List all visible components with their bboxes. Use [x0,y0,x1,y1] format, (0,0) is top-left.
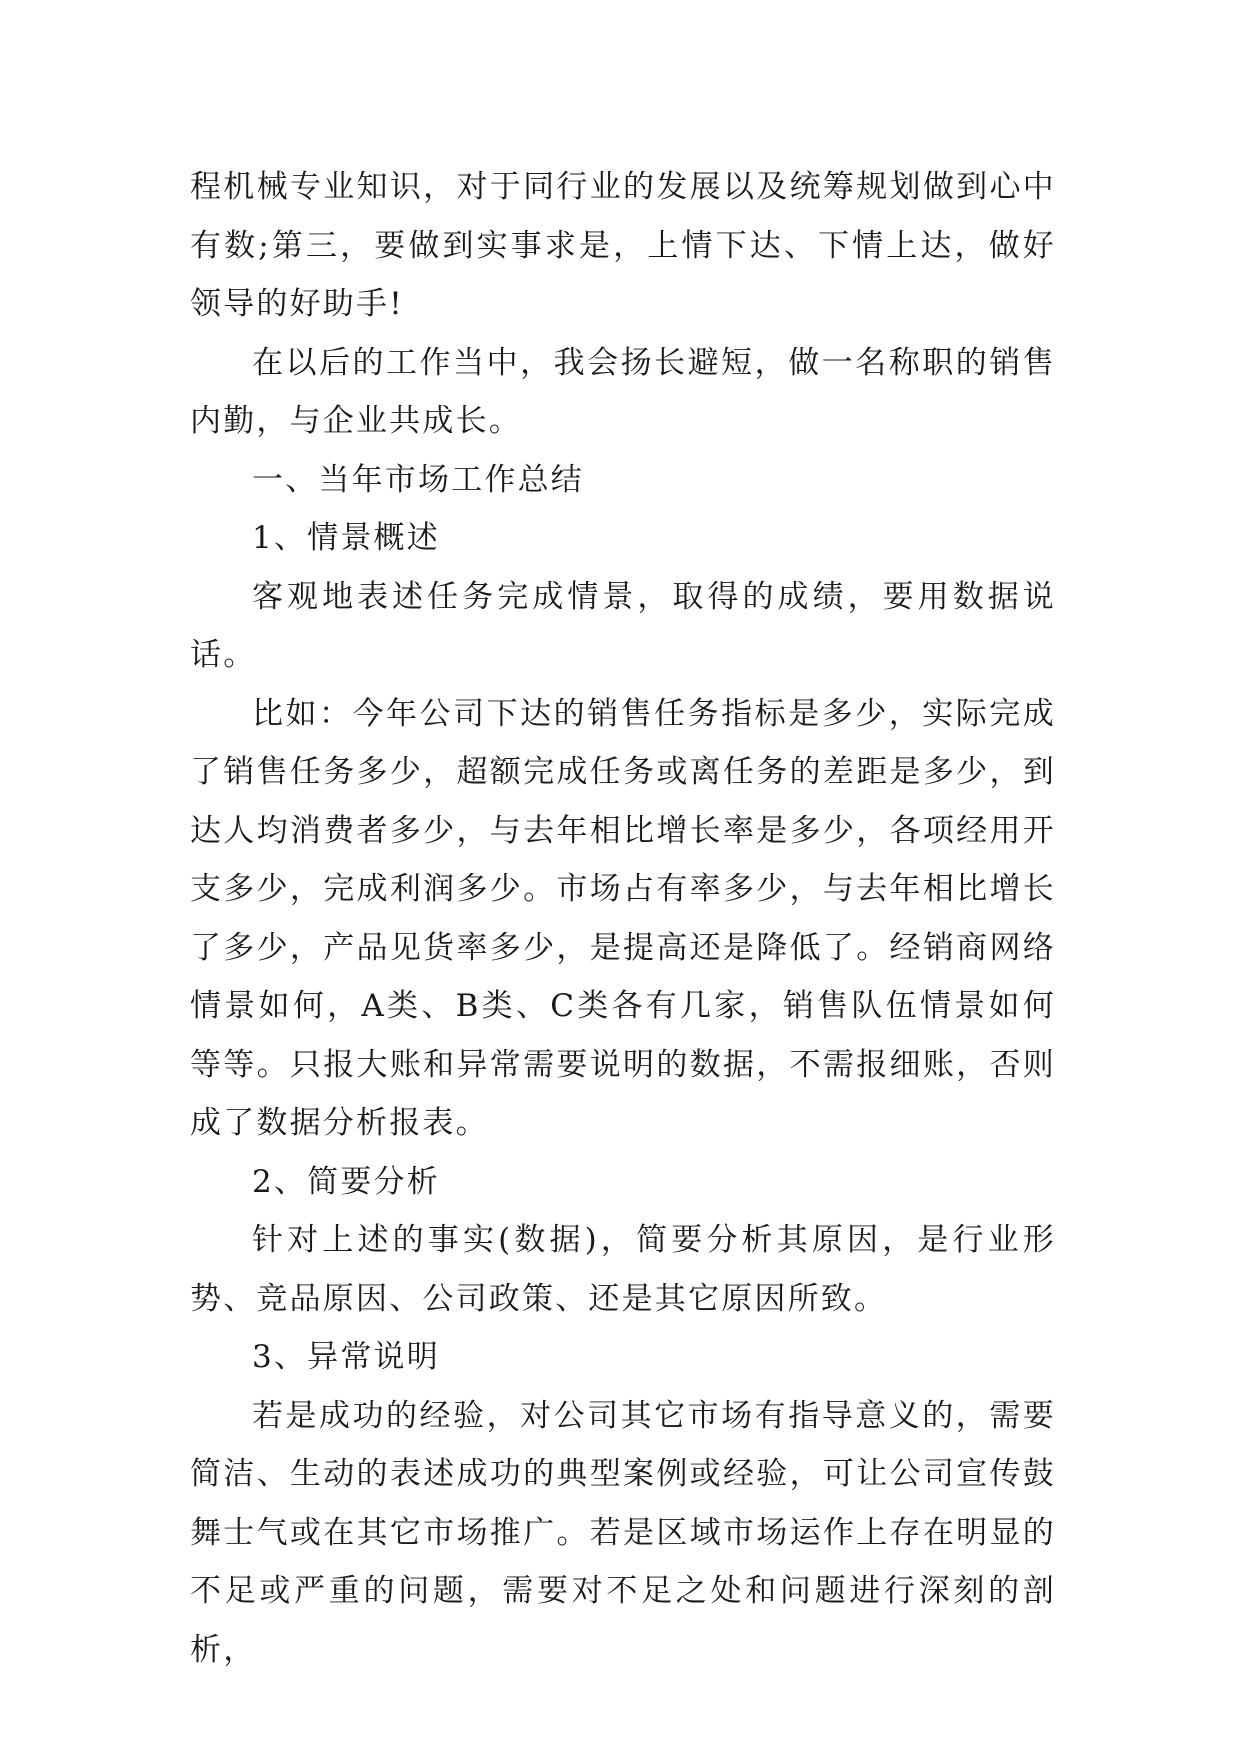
paragraph-overview-example: 比如：今年公司下达的销售任务指标是多少，实际完成了销售任务多少，超额完成任务或离任务的差距是多少，到达人均消费者多少，与去年相比增长率是多少，各项经用开支多少，完成利润多少。市场占有率多少，与去年相比增长了多少，产品见货率多少，是提高还是降低了。经销商网络情景如何，A类、B类、C类各有几家，销售队伍情景如何等等。只报大账和异常需要说明的数据，不需报细账，否则成了数据分析报表。 [190,695,1056,1141]
subheading-exceptions: 3、异常说明 [252,1339,440,1375]
section-heading-summary: 一、当年市场工作总结 [252,461,584,498]
paragraph-continuation: 程机械专业知识，对于同行业的发展以及统筹规划做到心中有数;第三，要做到实事求是，上情下达、下情上达，做好领导的好助手! [190,169,1056,322]
paragraph-closing-remarks: 在以后的工作当中，我会扬长避短，做一名称职的销售内勤，与企业共成长。 [190,344,1056,439]
subheading-overview: 1、情景概述 [252,520,440,556]
paragraph-analysis: 针对上述的事实(数据)，简要分析其原因，是行业形势、竞品原因、公司政策、还是其它原因所致。 [190,1222,1056,1317]
subheading-analysis: 2、简要分析 [252,1163,440,1200]
paragraph-overview-intro: 客观地表述任务完成情景，取得的成绩，要用数据说话。 [190,578,1056,673]
paragraph-exceptions: 若是成功的经验，对公司其它市场有指导意义的，需要简洁、生动的表述成功的典型案例或经验，可让公司宣传鼓舞士气或在其它市场推广。若是区域市场运作上存在明显的不足或严重的问题，需要对不足之处和问题进行深刻的剖析， [190,1397,1056,1668]
document-body [190,158,1056,1679]
